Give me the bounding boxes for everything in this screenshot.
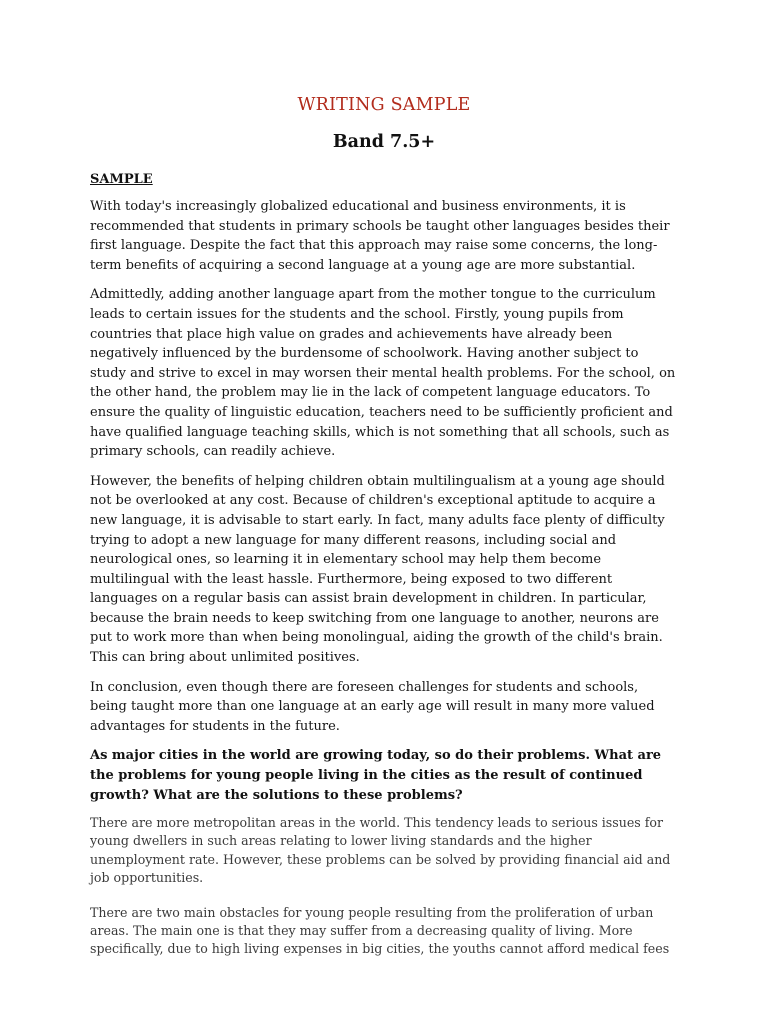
essay-paragraph-intro: With today's increasingly globalized educational and business environments, it is recommended that students in primary schools be taught other languages besides their first language. Despite the fact that this approach may raise some concerns, the long-term benefits of acquiring a second language at a young age are more substantial. [90, 199, 670, 273]
document-subtitle: Band 7.5+ [332, 132, 436, 152]
document-content [90, 92, 678, 959]
answer-paragraph-body: There are two main obstacles for young people resulting from the proliferation of urban areas. The main one is that they may suffer from a decreasing quality of living. More specifically, due to high living expenses in big cities, the youths cannot afford medical fees [90, 905, 670, 957]
essay-paragraph-drawbacks: Admittedly, adding another language apart from the mother tongue to the curriculum leads to certain issues for the students and the school. Firstly, young pupils from countries that place high value on grades and achievements have already been negatively influenced by the burdensome of schoolwork. Having another subject to study and strive to excel in may worsen their mental health problems. For the school, on the other hand, the problem may lie in the lack of competent language educators. To ensure the quality of linguistic education, teachers need to be sufficiently proficient and have qualified language teaching skills, which is not something that all schools, such as primary schools, can readily achieve. [90, 287, 676, 460]
essay-question: As major cities in the world are growing today, so do their problems. What are the problems for young people living in the cities as the result of continued growth? What are the solutions to these problems? [90, 748, 662, 803]
essay-paragraph-benefits: However, the benefits of helping children obtain multilingualism at a young age should not be overlooked at any cost. Because of children's exceptional aptitude to acquire a new language, it is advisable to start early. In fact, many adults face plenty of difficulty trying to adopt a new language for many different reasons, including social and neurological ones, so learning it in elementary school may help them become multilingual with the least hassle. Furthermore, being exposed to two different languages on a regular basis can assist brain development in children. In particular, because the brain needs to keep switching from one language to another, neurons are put to work more than when being monolingual, aiding the growth of the child's brain. This can bring about unlimited positives. [90, 473, 665, 666]
answer-paragraph-intro: There are more metropolitan areas in the world. This tendency leads to serious issues for young dwellers in such areas relating to lower living standards and the higher unemployment rate. However, these problems can be solved by providing financial aid and job opportunities. [90, 815, 671, 885]
essay-paragraph-conclusion: In conclusion, even though there are foreseen challenges for students and schools, being taught more than one language at an early age will result in many more valued advantages for students in the future. [90, 679, 655, 734]
document-title: WRITING SAMPLE [297, 95, 471, 115]
section-label: SAMPLE [90, 172, 153, 187]
